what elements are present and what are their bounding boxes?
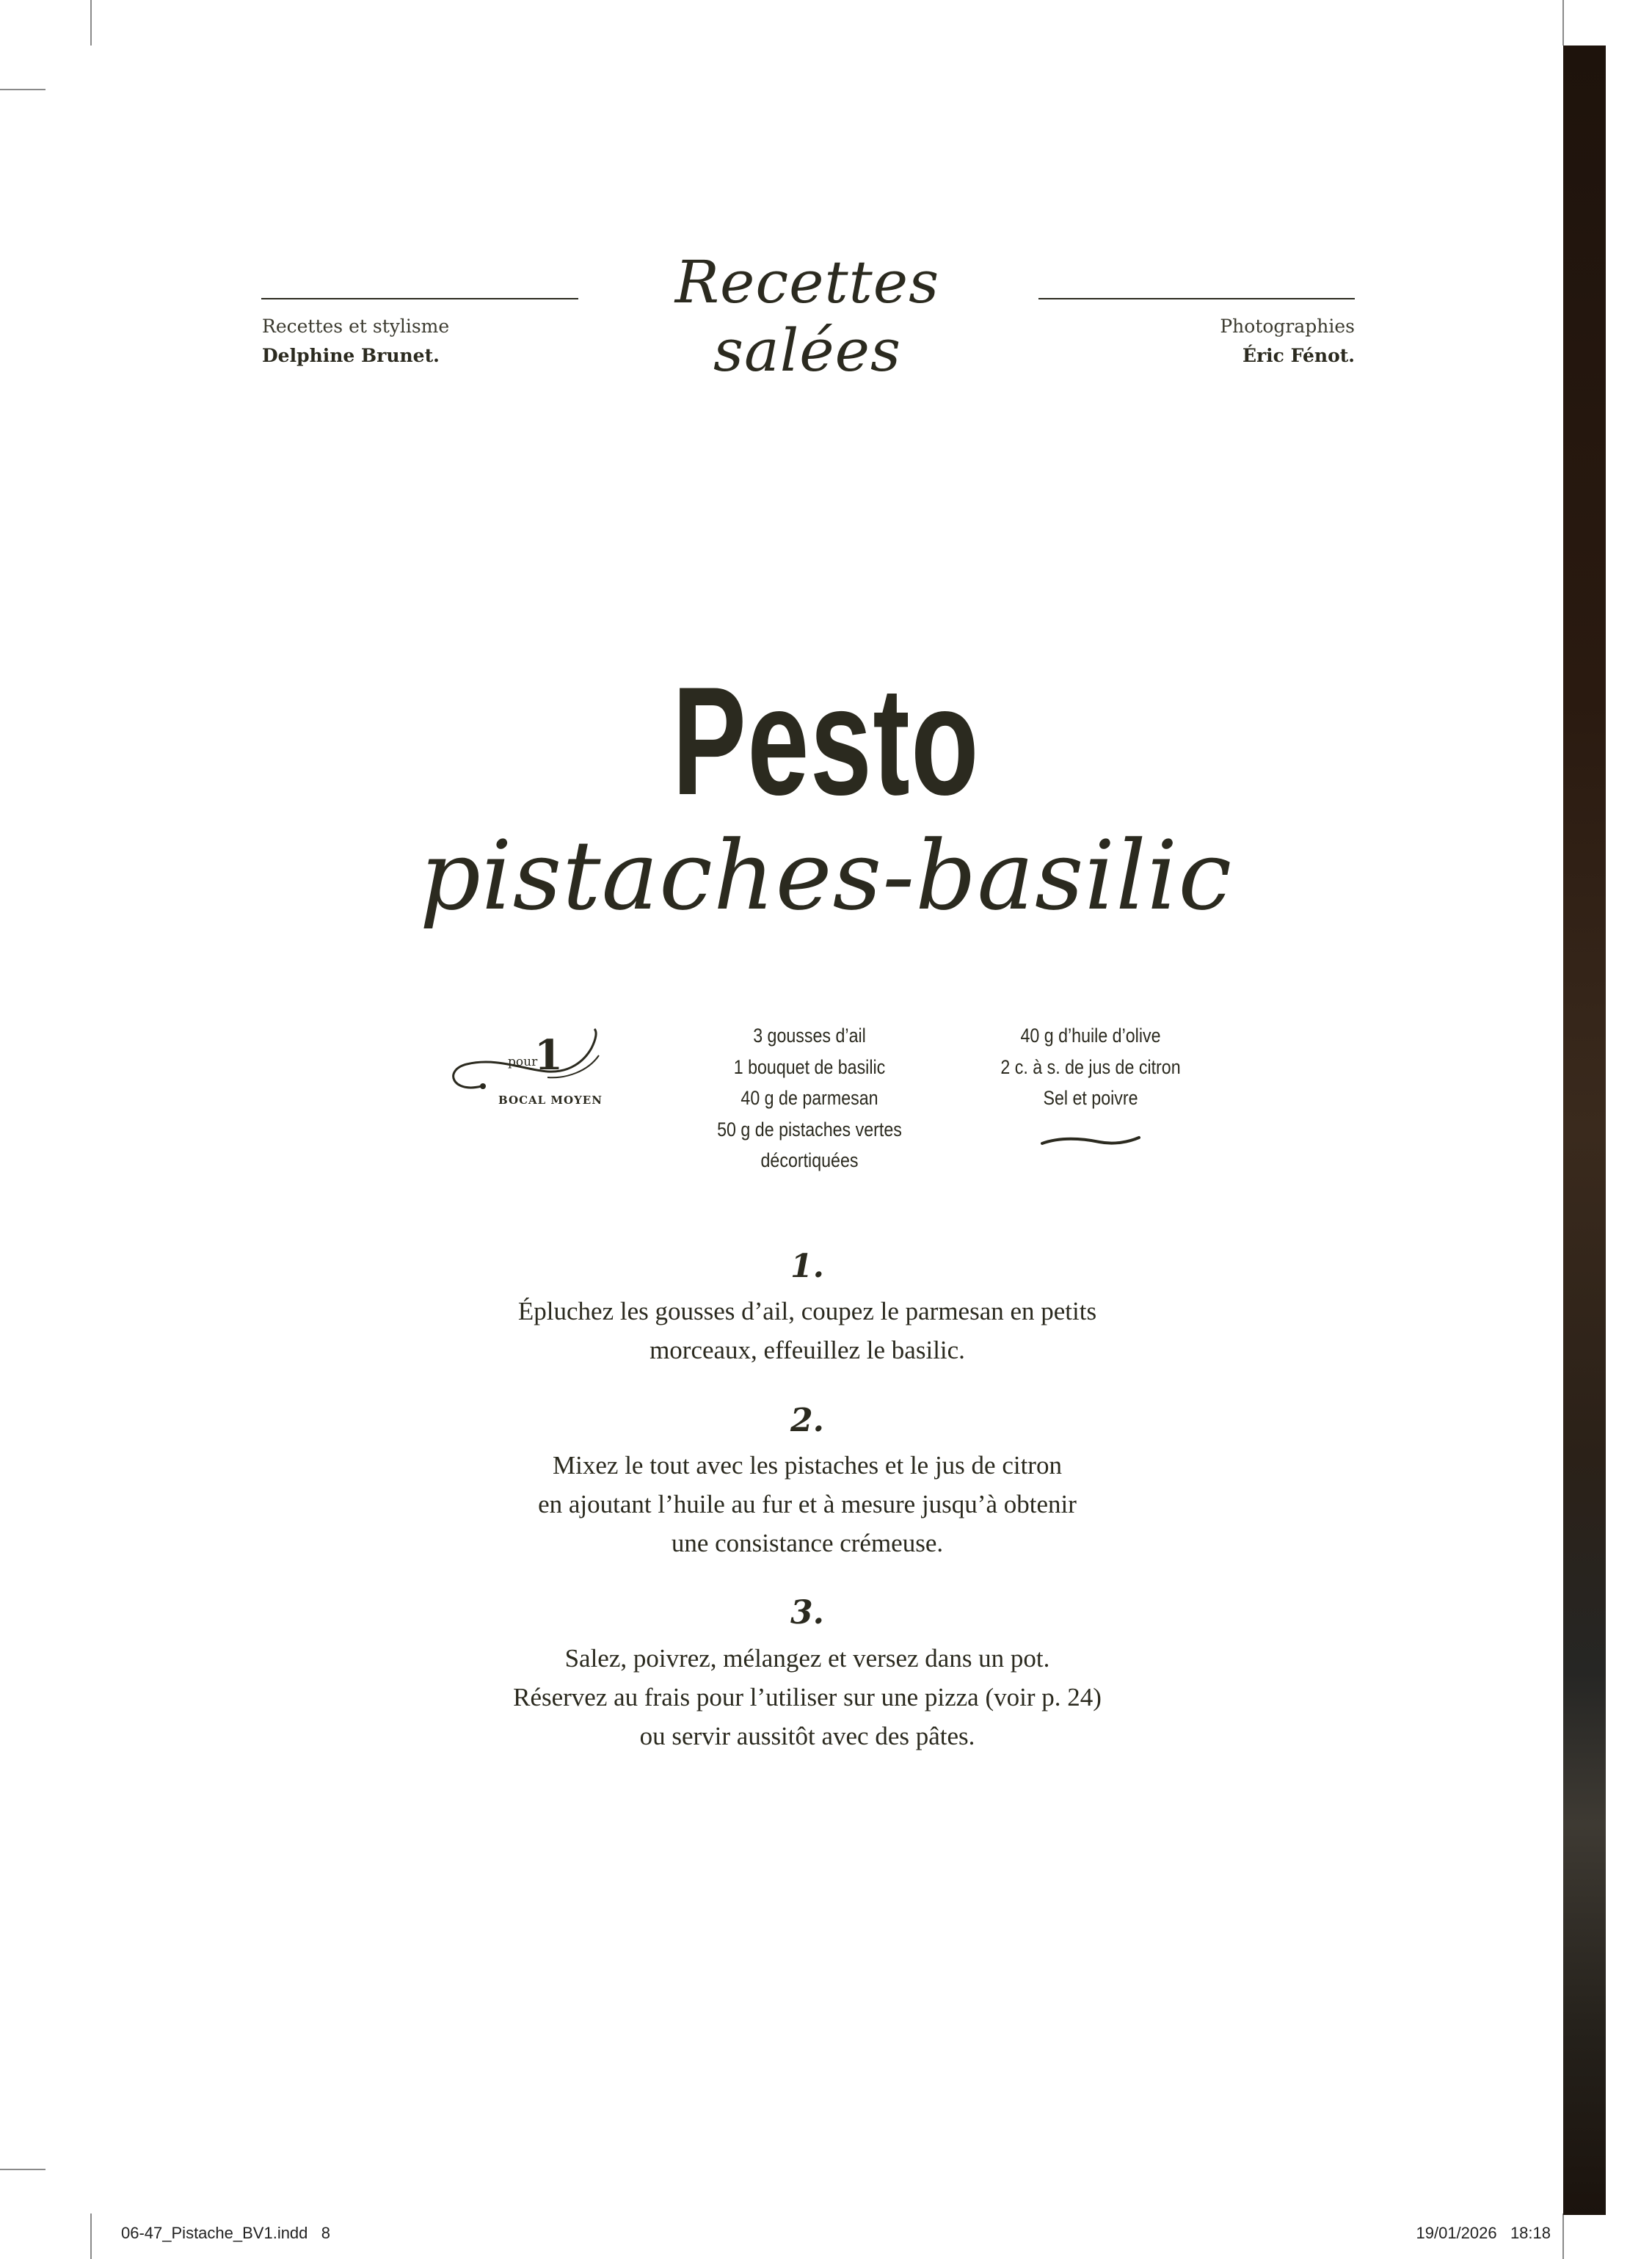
step-line: Réservez au frais pour l’utiliser sur une pizza (voir p. 24) — [513, 1683, 1102, 1711]
step-line: morceaux, effeuillez le basilic. — [649, 1336, 965, 1364]
ingredients-right-column — [958, 1020, 1223, 1114]
step-line: ou servir aussitôt avec des pâtes. — [639, 1722, 975, 1750]
step-2-text — [0, 1446, 1615, 1563]
section-title: Recettes salées — [674, 248, 940, 385]
facing-page-photo-strip — [1563, 46, 1606, 2215]
left-credit-label: Recettes et stylisme — [262, 316, 450, 337]
ingredients-swash-divider — [1041, 1130, 1140, 1152]
ingredient-item: 40 g de parmesan — [741, 1087, 878, 1109]
ingredient-item: décortiquées — [760, 1149, 859, 1171]
header-rule-left — [261, 298, 578, 299]
step-3-number: 3. — [790, 1594, 824, 1632]
print-timestamp: 19/01/2026 18:18 — [1416, 2224, 1551, 2242]
crop-mark-bottom-left-h — [0, 2169, 46, 2170]
right-credit-name: Éric Fénot. — [1242, 345, 1355, 366]
ingredient-item: Sel et poivre — [1043, 1087, 1138, 1109]
file-slug: 06-47_Pistache_BV1.indd 8 — [121, 2224, 330, 2242]
ingredients-left-column — [677, 1020, 942, 1176]
yield-unit: BOCAL MOYEN — [498, 1094, 603, 1107]
step-line: en ajoutant l’huile au fur et à mesure jusqu’à obtenir — [538, 1490, 1077, 1518]
recipe-subtitle: pistaches-basilic — [419, 820, 1233, 931]
step-1-text — [0, 1292, 1615, 1369]
header-rule-right — [1038, 298, 1355, 299]
step-line: Salez, poivrez, mélangez et versez dans un pot. — [564, 1644, 1050, 1673]
crop-mark-top-left-v — [90, 0, 92, 46]
left-credit-name: Delphine Brunet. — [262, 345, 440, 366]
recipe-title: Pesto — [672, 655, 980, 827]
step-1-number: 1. — [790, 1248, 824, 1285]
crop-mark-top-right-v — [1562, 0, 1564, 46]
ingredient-item: 3 gousses d’ail — [753, 1025, 866, 1047]
ingredient-item: 40 g d’huile d’olive — [1020, 1025, 1161, 1047]
step-2-number: 2. — [790, 1402, 824, 1439]
yield-prefix: pour — [508, 1055, 538, 1069]
ingredient-item: 1 bouquet de basilic — [733, 1055, 886, 1078]
yield-quantity: 1 — [534, 1031, 563, 1080]
step-line: Mixez le tout avec les pistaches et le jus de citron — [553, 1451, 1062, 1480]
step-3-text — [0, 1639, 1615, 1756]
ingredient-item: 50 g de pistaches vertes — [717, 1118, 902, 1141]
step-line: Épluchez les gousses d’ail, coupez le parmesan en petits — [517, 1297, 1097, 1325]
crop-mark-top-left-h — [0, 89, 46, 90]
step-line: une consistance crémeuse. — [671, 1529, 944, 1557]
right-credit-label: Photographies — [1220, 316, 1355, 337]
crop-mark-bottom-right-v — [1562, 2213, 1564, 2259]
crop-mark-bottom-left-v — [90, 2213, 92, 2259]
ingredient-item: 2 c. à s. de jus de citron — [1000, 1055, 1181, 1078]
